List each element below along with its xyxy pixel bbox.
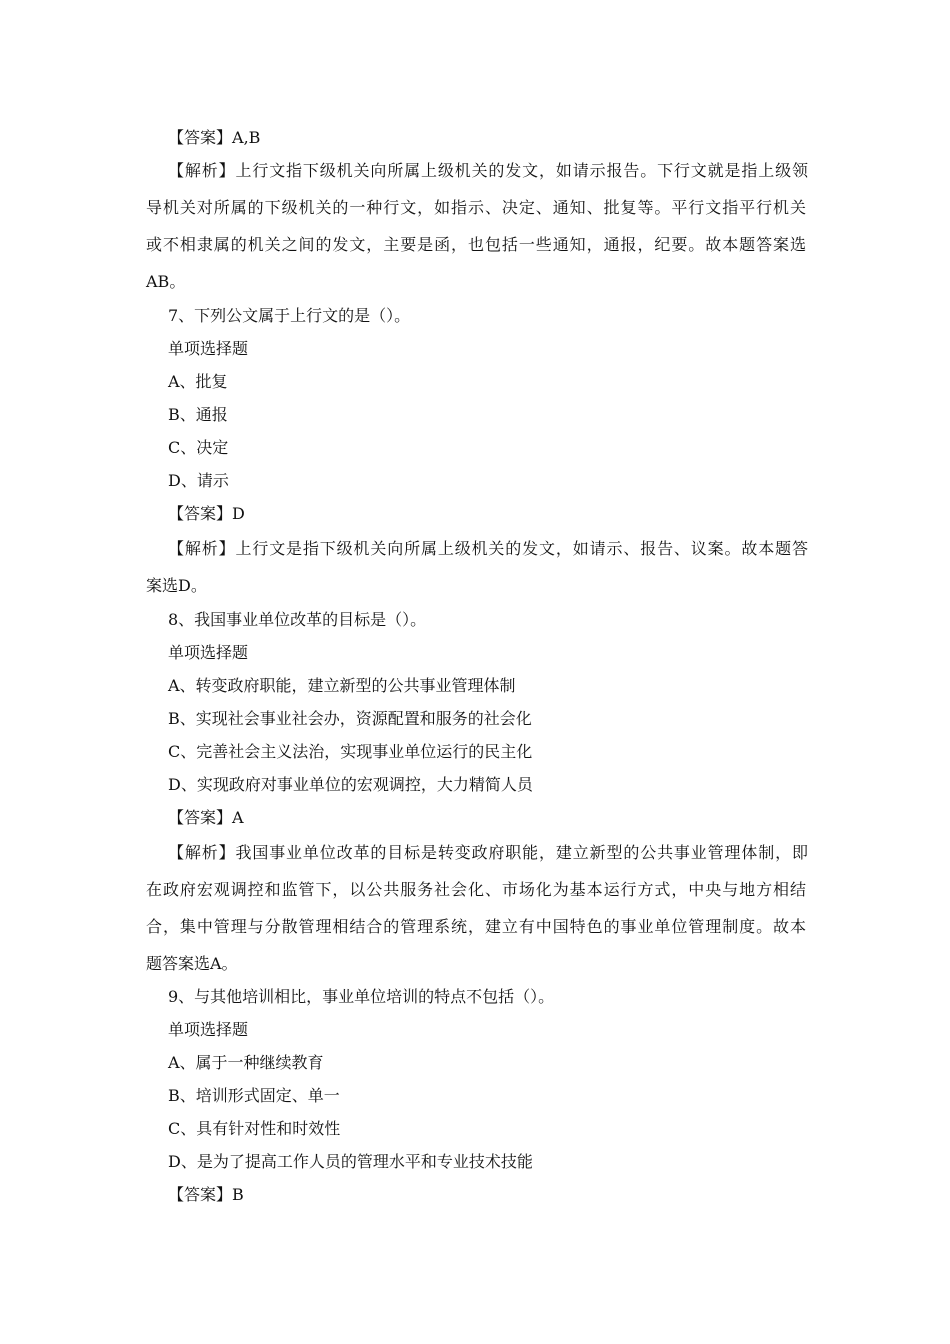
q9-option-c: C、具有针对性和时效性	[168, 1119, 341, 1138]
answer-value: D	[232, 504, 245, 523]
prev-analysis-line-4: AB。	[146, 272, 186, 291]
q8-type: 单项选择题	[168, 643, 249, 662]
answer-label: 【答案】	[168, 504, 233, 523]
analysis-label: 【解析】	[168, 161, 236, 180]
q8-option-c: C、完善社会主义法治，实现事业单位运行的民主化	[168, 742, 533, 761]
q7-analysis-line-1	[168, 538, 808, 560]
q7-answer	[168, 503, 808, 525]
q8-stem: 8、我国事业单位改革的目标是（）。	[168, 610, 427, 629]
answer-label: 【答案】	[168, 128, 233, 147]
answer-value: A	[232, 808, 244, 827]
q9-option-b: B、培训形式固定、单一	[168, 1086, 340, 1105]
answer-value: A,B	[232, 128, 261, 147]
prev-analysis-line-2: 导机关对所属的下级机关的一种行文，如指示、决定、通知、批复等。平行文指平行机关	[146, 198, 806, 217]
q8-option-d: D、实现政府对事业单位的宏观调控，大力精简人员	[168, 775, 533, 794]
q7-stem: 7、下列公文属于上行文的是（）。	[168, 306, 411, 325]
answer-label: 【答案】	[168, 808, 233, 827]
q9-type: 单项选择题	[168, 1020, 249, 1039]
q7-type: 单项选择题	[168, 339, 249, 358]
q9-stem: 9、与其他培训相比，事业单位培训的特点不包括（）。	[168, 987, 555, 1006]
prev-analysis-line-1	[168, 160, 808, 182]
q8-analysis-line-1	[168, 842, 808, 864]
analysis-label: 【解析】	[168, 843, 236, 862]
q7-option-d: D、请示	[168, 471, 229, 490]
q8-option-a: A、转变政府职能，建立新型的公共事业管理体制	[168, 676, 516, 695]
q8-option-b: B、实现社会事业社会办，资源配置和服务的社会化	[168, 709, 532, 728]
answer-value: B	[232, 1185, 244, 1204]
q7-analysis-line-2: 案选D。	[146, 576, 207, 595]
analysis-text: 上行文指下级机关向所属上级机关的发文，如请示报告。下行文就是指上级领	[235, 161, 808, 180]
analysis-text: 我国事业单位改革的目标是转变政府职能，建立新型的公共事业管理体制，即	[235, 843, 808, 862]
prev-answer	[168, 127, 808, 149]
q8-analysis-line-2: 在政府宏观调控和监管下，以公共服务社会化、市场化为基本运行方式，中央与地方相结	[146, 880, 806, 899]
q9-answer	[168, 1184, 808, 1206]
analysis-text: 上行文是指下级机关向所属上级机关的发文，如请示、报告、议案。故本题答	[235, 539, 808, 558]
prev-analysis-line-3: 或不相隶属的机关之间的发文，主要是函，也包括一些通知，通报，纪要。故本题答案选	[146, 235, 806, 254]
analysis-label: 【解析】	[168, 539, 236, 558]
answer-label: 【答案】	[168, 1185, 233, 1204]
q8-analysis-line-3: 合，集中管理与分散管理相结合的管理系统，建立有中国特色的事业单位管理制度。故本	[146, 917, 806, 936]
q8-answer	[168, 807, 808, 829]
q9-option-a: A、属于一种继续教育	[168, 1053, 324, 1072]
q7-option-c: C、决定	[168, 438, 229, 457]
q7-option-b: B、通报	[168, 405, 228, 424]
q7-option-a: A、批复	[168, 372, 228, 391]
q9-option-d: D、是为了提高工作人员的管理水平和专业技术技能	[168, 1152, 533, 1171]
q8-analysis-line-4: 题答案选A。	[146, 954, 238, 973]
